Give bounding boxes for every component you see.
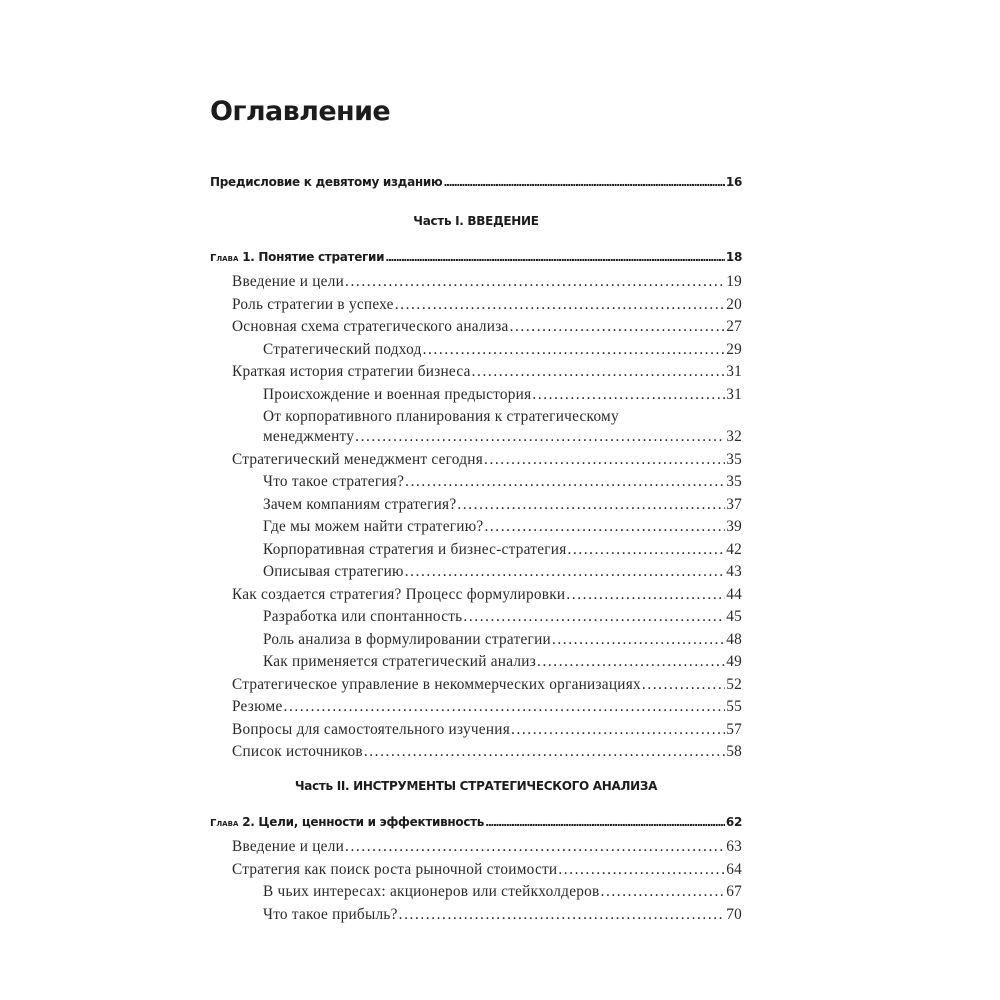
- part-heading-1: Часть I. ВВЕДЕНИЕ: [413, 214, 539, 228]
- dot-leader: [510, 318, 726, 336]
- entry-page: 37: [726, 496, 742, 513]
- entry-page: 57: [726, 721, 742, 738]
- entry-label: Роль стратегии в успехе: [232, 296, 394, 313]
- entry-label: Стратегическое управление в некоммерческих организациях: [232, 676, 641, 693]
- entry-page: 35: [726, 451, 742, 468]
- chapter-title: 2. Цели, ценности и эффективность: [242, 815, 485, 829]
- entry-page: 58: [726, 743, 742, 760]
- entry-label: Как применяется стратегический анализ: [263, 653, 537, 670]
- entry-label: Где мы можем найти стратегию?: [263, 518, 484, 535]
- chapter-title: 1. Понятие стратегии: [242, 250, 385, 264]
- toc-entry[interactable]: [263, 473, 742, 491]
- toc-entry[interactable]: [263, 906, 742, 924]
- dot-leader: [385, 251, 725, 264]
- toc-entry[interactable]: [263, 518, 742, 536]
- dot-leader: [463, 608, 725, 626]
- entry-page: 44: [726, 586, 742, 603]
- toc-entry[interactable]: [232, 838, 742, 856]
- toc-entry[interactable]: [263, 428, 742, 446]
- dot-leader: [345, 838, 725, 856]
- dot-leader: [484, 518, 725, 536]
- entry-page: 32: [726, 428, 742, 445]
- entry-label: Введение и цели: [232, 273, 345, 290]
- toc-entry[interactable]: [232, 676, 742, 694]
- dot-leader: [601, 883, 726, 901]
- entry-label: Введение и цели: [232, 838, 345, 855]
- toc-entry[interactable]: [232, 743, 742, 761]
- dot-leader: [284, 698, 726, 716]
- dot-leader: [457, 496, 725, 514]
- dot-leader: [642, 676, 725, 694]
- entry-page: 27: [726, 318, 742, 335]
- dot-leader: [485, 816, 725, 829]
- entry-label: Что такое стратегия?: [263, 473, 405, 490]
- entry-label: Предисловие к девятому изданию: [210, 175, 443, 189]
- toc-entry[interactable]: [232, 698, 742, 716]
- entry-label: Как создается стратегия? Процесс формулировки: [232, 586, 566, 603]
- page-title: Оглавление: [210, 96, 391, 127]
- entry-page: 19: [726, 273, 742, 290]
- dot-leader: [399, 906, 726, 924]
- dot-leader: [345, 273, 725, 291]
- toc-entry[interactable]: [232, 273, 742, 291]
- entry-page: 52: [726, 676, 742, 693]
- dot-leader: [472, 363, 726, 381]
- entry-page: 70: [726, 906, 742, 923]
- dot-leader: [532, 386, 725, 404]
- toc-entry[interactable]: [263, 496, 742, 514]
- toc-entry[interactable]: [263, 653, 742, 671]
- entry-label: Вопросы для самостоятельного изучения: [232, 721, 511, 738]
- dot-leader: [443, 176, 725, 189]
- toc-entry[interactable]: [232, 363, 742, 381]
- entry-label: Роль анализа в формулировании стратегии: [263, 631, 551, 648]
- entry-page: 42: [726, 541, 742, 558]
- entry-page: 49: [726, 653, 742, 670]
- entry-label: Краткая история стратегии бизнеса: [232, 363, 471, 380]
- toc-entry[interactable]: [232, 861, 742, 879]
- entry-label: [210, 250, 384, 264]
- dot-leader: [537, 653, 725, 671]
- dot-leader: [552, 631, 725, 649]
- entry-label: Стратегия как поиск роста рыночной стоимости: [232, 861, 558, 878]
- chapter-prefix: Глава: [210, 818, 239, 829]
- entry-page: 20: [726, 296, 742, 313]
- entry-page: 63: [726, 838, 742, 855]
- entry-page: 31: [726, 363, 742, 380]
- dot-leader: [405, 473, 725, 491]
- entry-label: Зачем компаниям стратегия?: [263, 496, 457, 513]
- entry-page: 43: [726, 563, 742, 580]
- entry-label: Корпоративная стратегия и бизнес-стратегия: [263, 541, 567, 558]
- entry-page: 31: [726, 386, 742, 403]
- chapter-prefix: Глава: [210, 253, 239, 264]
- entry-page: 55: [726, 698, 742, 715]
- entry-label: Разработка или спонтанность: [263, 608, 463, 625]
- dot-leader: [395, 296, 725, 314]
- entry-label: Стратегический подход: [263, 341, 422, 358]
- dot-leader: [484, 451, 725, 469]
- entry-page: 35: [726, 473, 742, 490]
- entry-page: 48: [726, 631, 742, 648]
- toc-entry-first-line[interactable]: От корпоративного планирования к стратегическому: [263, 408, 619, 425]
- part-heading-2: Часть II. ИНСТРУМЕНТЫ СТРАТЕГИЧЕСКОГО АНАЛИЗА: [294, 779, 658, 793]
- entry-label: Описывая стратегию: [263, 563, 404, 580]
- entry-page: 67: [726, 883, 742, 900]
- entry-label: Резюме: [232, 698, 283, 715]
- toc-entry[interactable]: [263, 563, 742, 581]
- toc-entry[interactable]: [263, 541, 742, 559]
- toc-entry[interactable]: [263, 608, 742, 626]
- toc-entry[interactable]: [232, 451, 742, 469]
- dot-leader: [423, 341, 726, 359]
- entry-page: 39: [726, 518, 742, 535]
- entry-label: Происхождение и военная предыстория: [263, 386, 532, 403]
- entry-label: Стратегический менеджмент сегодня: [232, 451, 484, 468]
- toc-entry[interactable]: [263, 386, 742, 404]
- toc-entry[interactable]: [263, 883, 742, 901]
- entry-page: 18: [725, 250, 742, 264]
- dot-leader: [405, 563, 725, 581]
- entry-label: менеджменту: [263, 428, 355, 445]
- entry-label: Основная схема стратегического анализа: [232, 318, 509, 335]
- entry-page: 45: [726, 608, 742, 625]
- dot-leader: [567, 541, 725, 559]
- toc-entry[interactable]: [232, 586, 742, 604]
- toc-chapter-2[interactable]: [210, 815, 742, 829]
- toc-entry[interactable]: [263, 631, 742, 649]
- dot-leader: [558, 861, 725, 879]
- entry-label: Что такое прибыль?: [263, 906, 398, 923]
- toc-chapter-1[interactable]: [210, 250, 742, 264]
- toc-entry[interactable]: [232, 721, 742, 739]
- entry-page: 62: [725, 815, 742, 829]
- dot-leader: [355, 428, 725, 446]
- toc-entry[interactable]: [232, 318, 742, 336]
- dot-leader: [364, 743, 725, 761]
- entry-page: 64: [726, 861, 742, 878]
- entry-page: 29: [726, 341, 742, 358]
- toc-entry[interactable]: [232, 296, 742, 314]
- dot-leader: [566, 586, 725, 604]
- entry-label: [210, 815, 484, 829]
- entry-page: 16: [725, 175, 742, 189]
- dot-leader: [511, 721, 725, 739]
- entry-label: В чьих интересах: акционеров или стейкхолдеров: [263, 883, 600, 900]
- toc-entry[interactable]: [263, 341, 742, 359]
- toc-entry-preface[interactable]: [210, 175, 742, 189]
- entry-label: Список источников: [232, 743, 363, 760]
